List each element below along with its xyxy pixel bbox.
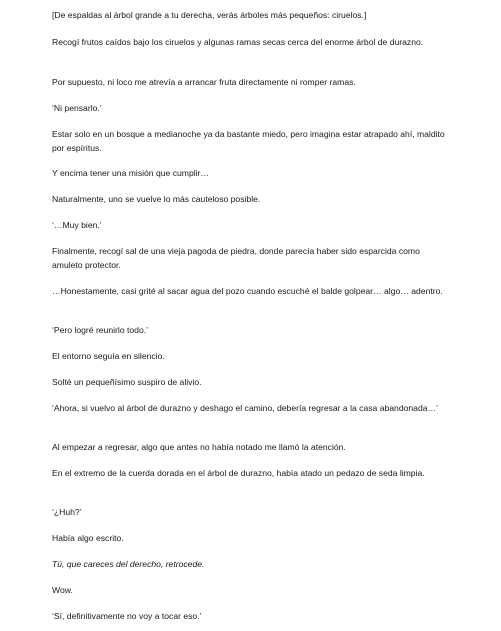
paragraph: ‘…Muy bien.’: [52, 220, 102, 230]
paragraph: ‘Ni pensarlo.’: [52, 103, 102, 113]
paragraph: Al empezar a regresar, algo que antes no había notado me llamó la atención.: [52, 442, 346, 452]
paragraph: Wow.: [52, 585, 73, 595]
paragraph: En el extremo de la cuerda dorada en el árbol de durazno, había atado un pedazo de seda limpia.: [52, 468, 425, 478]
paragraph: ‘Pero logré reunirlo todo.’: [52, 325, 149, 335]
paragraph-italic: Tú, que careces del derecho, retrocede.: [52, 559, 205, 569]
paragraph: ‘¿Huh?’: [52, 507, 82, 517]
paragraph: …Honestamente, casi grité al sacar agua del pozo cuando escuché el balde golpear… algo… adentro.: [52, 286, 443, 296]
paragraph: Por supuesto, ni loco me atrevía a arrancar fruta directamente ni romper ramas.: [52, 77, 356, 87]
paragraph: Recogí frutos caídos bajo los ciruelos y algunas ramas secas cerca del enorme árbol de durazno.: [52, 37, 424, 47]
paragraph: Solté un pequeñísimo suspiro de alivio.: [52, 377, 202, 387]
paragraph: Había algo escrito.: [52, 533, 124, 543]
paragraph: Finalmente, recogí sal de una vieja pagoda de piedra, donde parecía haber sido esparcida como amuleto protector.: [52, 246, 420, 270]
paragraph: ‘Ahora, si vuelvo al árbol de durazno y deshago el camino, debería regresar a la casa abandonada…’: [52, 403, 439, 413]
paragraph: El entorno seguía en silencio.: [52, 351, 165, 361]
paragraph: Naturalmente, uno se vuelve lo más cauteloso posible.: [52, 194, 261, 204]
paragraph: [De espaldas al árbol grande a tu derecha, verás árboles más pequeños: ciruelos.]: [52, 10, 367, 20]
paragraph: Estar solo en un bosque a medianoche ya da bastante miedo, pero imagina estar atrapado ahí, maldito por espíritus.: [52, 129, 445, 153]
paragraph: Y encima tener una misión que cumplir…: [52, 168, 209, 178]
paragraph: ‘Sí, definitivamente no voy a tocar eso.’: [52, 611, 202, 621]
